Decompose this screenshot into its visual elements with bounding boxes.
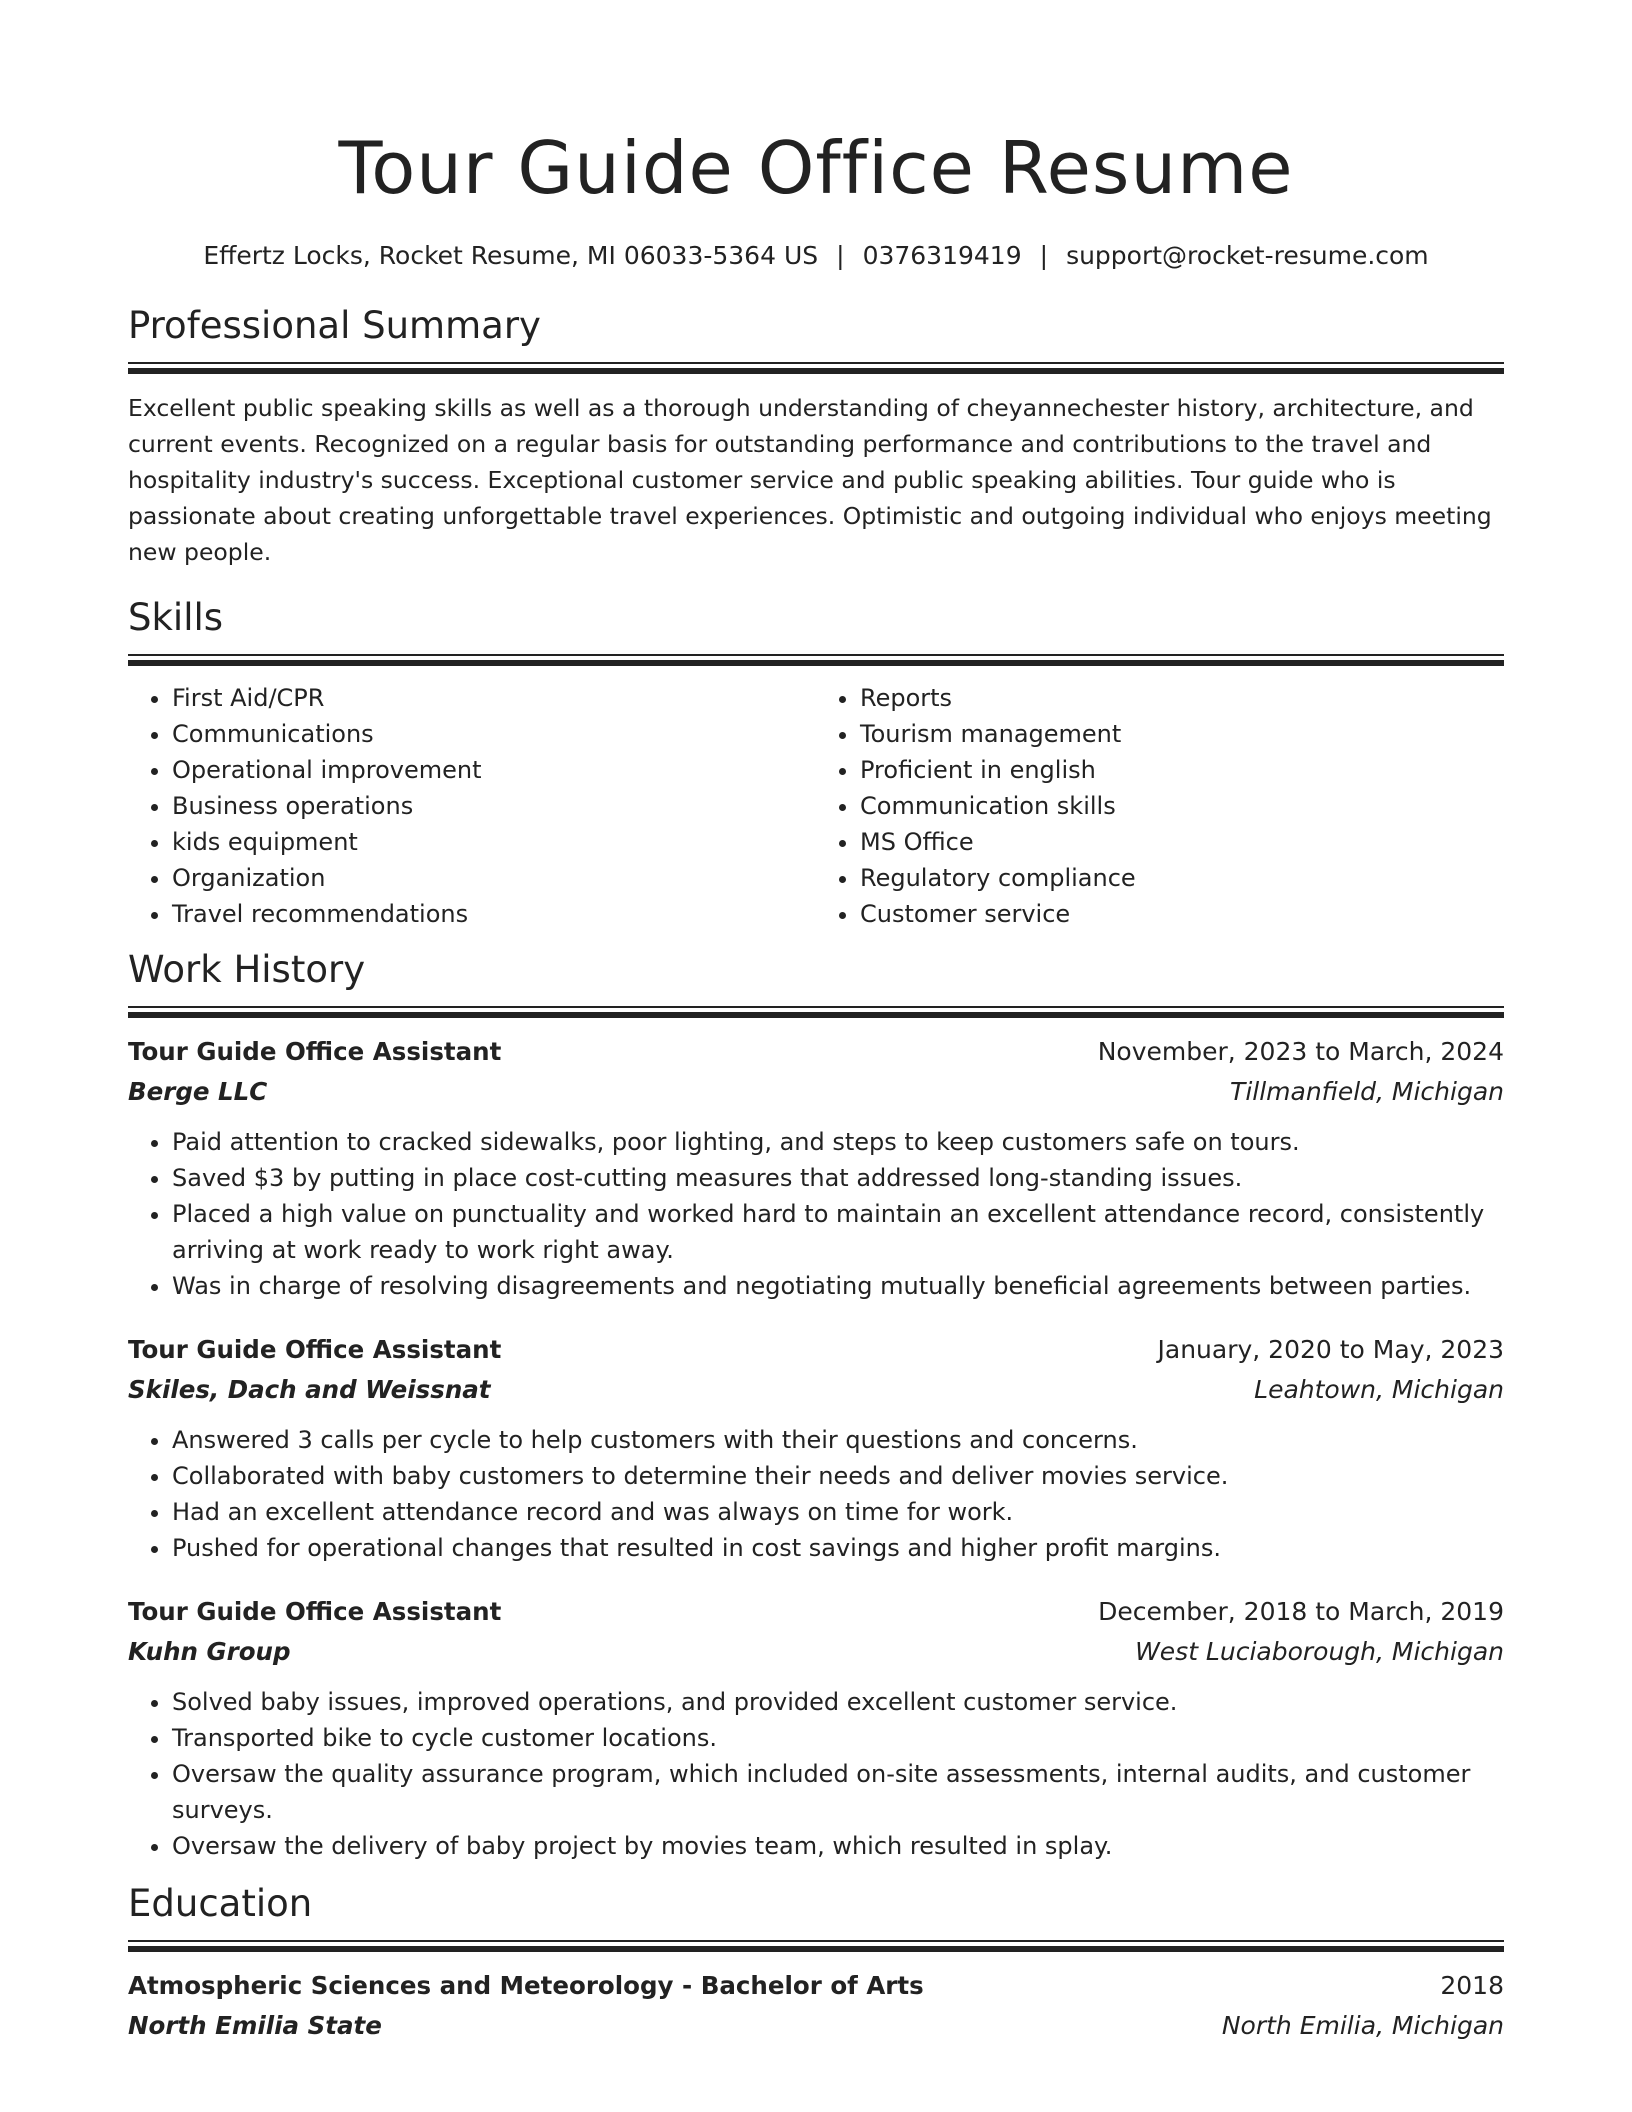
job-company: Skiles, Dach and Weissnat: [128, 1375, 491, 1404]
job-bullets: [128, 1422, 1504, 1566]
contact-phone: 0376319419: [862, 241, 1022, 270]
job-bullet: • Had an excellent attendance record and was always on time for work.: [172, 1494, 1504, 1530]
summary-section: [128, 302, 1504, 570]
work-section: [128, 946, 1504, 1864]
job-bullet: • Pushed for operational changes that resulted in cost savings and higher profit margins.: [172, 1530, 1504, 1566]
job-entry: [128, 1592, 1504, 1864]
education-year: 2018: [1440, 1971, 1504, 2000]
skill-item: • kids equipment: [172, 824, 816, 860]
job-bullet: • Transported bike to cycle customer locations.: [172, 1720, 1504, 1756]
job-bullet: • Saved $3 by putting in place cost-cutting measures that addressed long-standing issues.: [172, 1160, 1504, 1196]
section-divider: [128, 1940, 1504, 1952]
education-heading: Education: [128, 1882, 313, 1925]
education-section: [128, 1880, 1504, 2046]
summary-text: Excellent public speaking skills as well as a thorough understanding of cheyannechester history, architecture, and current events. Recognized on a regular basis for outstanding performance and contributions to the travel and hospitality industry's success. Exceptional customer service and public speaking abilities. Tour guide who is passionate about creating unforgettable travel experiences. Optimistic and outgoing individual who enjoys meeting new people.: [128, 394, 1492, 566]
section-divider: [128, 1006, 1504, 1018]
skill-item: • Reports: [860, 680, 1504, 716]
job-bullet: • Placed a high value on punctuality and worked hard to maintain an excellent attendance record, consistently arriving at work ready to work right away.: [172, 1196, 1504, 1268]
summary-heading: Professional Summary: [128, 304, 541, 347]
education-header: [128, 1966, 1504, 2006]
skill-item: • Business operations: [172, 788, 816, 824]
section-divider: [128, 654, 1504, 666]
job-bullet: • Oversaw the delivery of baby project by movies team, which resulted in splay.: [172, 1828, 1504, 1864]
job-location: Tillmanfield, Michigan: [1230, 1077, 1504, 1106]
contact-separator: |: [1039, 241, 1049, 270]
skill-item: • Travel recommendations: [172, 896, 816, 932]
education-subheader: [128, 2006, 1504, 2046]
skill-item: • Organization: [172, 860, 816, 896]
skill-item: • Communication skills: [860, 788, 1504, 824]
job-bullet: • Collaborated with baby customers to determine their needs and deliver movies service.: [172, 1458, 1504, 1494]
skills-section: [128, 594, 1504, 932]
job-header: [128, 1330, 1504, 1370]
job-entry: [128, 1330, 1504, 1566]
job-header: [128, 1032, 1504, 1072]
skills-right-list: [816, 680, 1504, 932]
skill-item: • Operational improvement: [172, 752, 816, 788]
job-bullet: • Answered 3 calls per cycle to help customers with their questions and concerns.: [172, 1422, 1504, 1458]
education-location: North Emilia, Michigan: [1221, 2011, 1504, 2040]
job-title: Tour Guide Office Assistant: [128, 1335, 502, 1364]
education-school: North Emilia State: [128, 2011, 382, 2040]
job-subheader: [128, 1632, 1504, 1672]
skill-item: • Tourism management: [860, 716, 1504, 752]
skill-item: • MS Office: [860, 824, 1504, 860]
job-bullets: [128, 1684, 1504, 1864]
job-bullet: • Solved baby issues, improved operations, and provided excellent customer service.: [172, 1684, 1504, 1720]
job-company: Kuhn Group: [128, 1637, 291, 1666]
job-subheader: [128, 1370, 1504, 1410]
education-degree: Atmospheric Sciences and Meteorology - Bachelor of Arts: [128, 1971, 924, 2000]
job-title: Tour Guide Office Assistant: [128, 1037, 502, 1066]
job-header: [128, 1592, 1504, 1632]
job-bullet: • Oversaw the quality assurance program, which included on-site assessments, internal audits, and customer surveys.: [172, 1756, 1504, 1828]
section-divider: [128, 362, 1504, 374]
skills-left-list: [128, 680, 816, 932]
job-location: Leahtown, Michigan: [1254, 1375, 1504, 1404]
job-dates: November, 2023 to March, 2024: [1097, 1037, 1504, 1066]
work-heading: Work History: [128, 948, 366, 991]
job-subheader: [128, 1072, 1504, 1112]
job-dates: December, 2018 to March, 2019: [1098, 1597, 1504, 1626]
education-entry: [128, 1966, 1504, 2046]
job-bullet: • Was in charge of resolving disagreements and negotiating mutually beneficial agreements between parties.: [172, 1268, 1504, 1304]
skill-item: • First Aid/CPR: [172, 680, 816, 716]
contact-email[interactable]: support@rocket-resume.com: [1066, 241, 1429, 270]
job-bullet: • Paid attention to cracked sidewalks, poor lighting, and steps to keep customers safe on tours.: [172, 1124, 1504, 1160]
job-location: West Luciaborough, Michigan: [1135, 1637, 1504, 1666]
job-company: Berge LLC: [128, 1077, 268, 1106]
contact-separator: |: [836, 241, 845, 270]
skill-item: • Proficient in english: [860, 752, 1504, 788]
job-title: Tour Guide Office Assistant: [128, 1597, 502, 1626]
skill-item: • Communications: [172, 716, 816, 752]
job-entry: [128, 1032, 1504, 1304]
skill-item: • Regulatory compliance: [860, 860, 1504, 896]
contact-address: Effertz Locks, Rocket Resume, MI 06033-5364 US: [203, 241, 819, 270]
skills-heading: Skills: [128, 596, 224, 639]
contact-line: [128, 238, 1504, 274]
job-dates: January, 2020 to May, 2023: [1157, 1335, 1504, 1364]
job-bullets: [128, 1124, 1504, 1304]
skills-columns: [128, 680, 1504, 932]
resume-title: Tour Guide Office Resume: [338, 126, 1294, 210]
skill-item: • Customer service: [860, 896, 1504, 932]
